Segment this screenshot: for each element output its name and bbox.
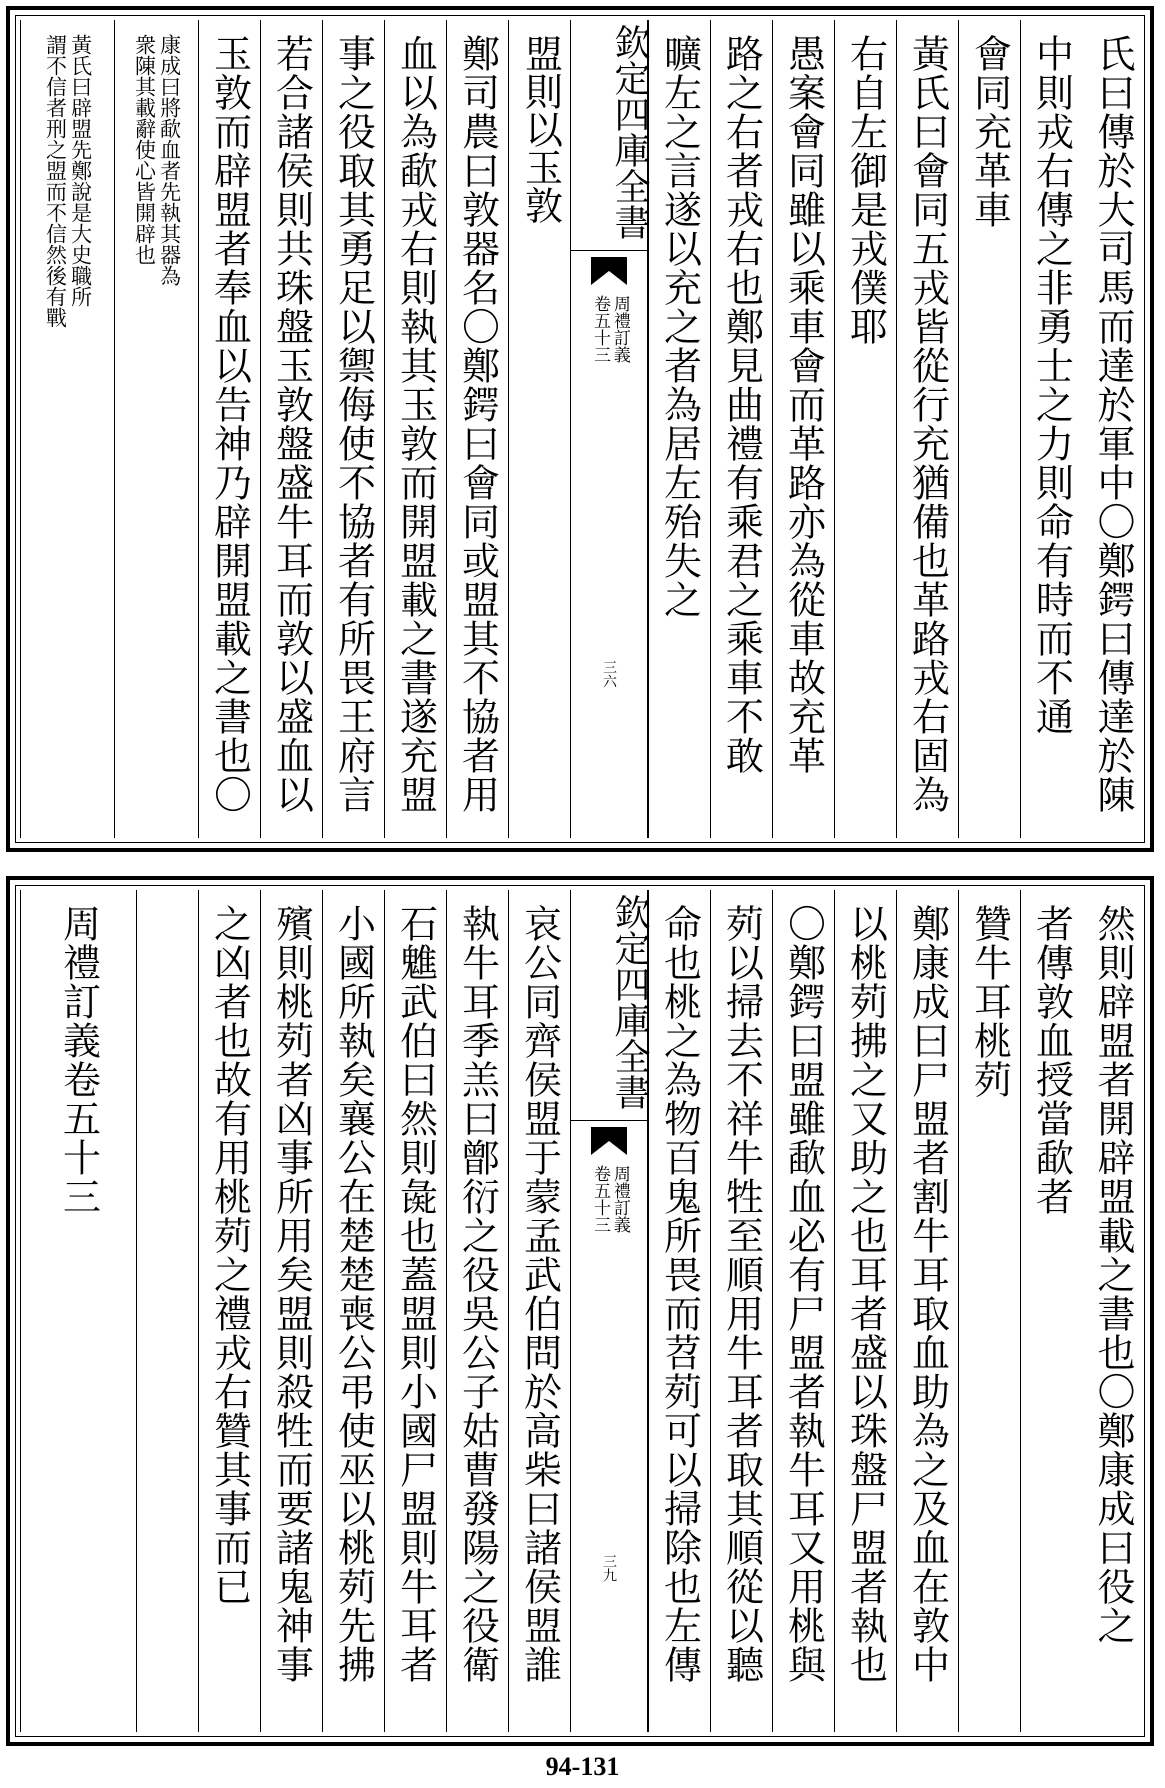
text-column [958, 20, 1020, 838]
column-text: 盟則以玉敦 [518, 34, 563, 224]
text-column [896, 890, 958, 1732]
text-column [322, 890, 384, 1732]
text-column [1082, 20, 1144, 838]
text-column [384, 20, 446, 838]
text-column [710, 20, 772, 838]
text-column [198, 20, 260, 838]
column-text: 會同充革車 [967, 34, 1012, 229]
text-column [1082, 890, 1144, 1732]
fishtail-mark-icon [591, 257, 627, 285]
column-text: 氏曰傳於大司馬而達於軍中〇鄭鍔曰傳達於陳 [1091, 34, 1135, 814]
column-text: 血以為歃戎右則執其玉敦而開盟載之書遂充盟 [393, 34, 438, 814]
text-column [834, 890, 896, 1732]
column-text: 以桃茢拂之又助之也耳者盛以珠盤尸盟者執也 [843, 904, 888, 1684]
column-text: 事之役取其勇足以禦侮使不協者有所畏王府言 [331, 34, 376, 814]
volume-number: 卷五十三 [590, 1165, 610, 1233]
column-text: 者傳敦血授當歃者 [1029, 904, 1074, 1216]
book-title-text: 欽定四庫全書 [609, 894, 650, 1110]
text-column [648, 20, 710, 838]
text-column [896, 20, 958, 838]
column-text: 〇鄭鍔曰盟雖歃血必有尸盟者執牛耳又用桃與 [781, 904, 826, 1684]
leaf-number: 三九 [601, 1554, 617, 1582]
commentary-small: 康成曰將歃血者先執其器為 [157, 34, 182, 286]
text-column [508, 20, 570, 838]
column-text: 右自左御是戎僕耶 [843, 34, 888, 346]
text-column [834, 20, 896, 838]
volume-title: 周禮訂義 [609, 1165, 630, 1233]
fishtail-mark-icon [591, 1127, 627, 1155]
column-text: 黃氏曰會同五戎皆從行充猶備也革路戎右固為 [905, 34, 950, 814]
text-column [260, 20, 322, 838]
center-fold [570, 890, 648, 1732]
text-column [136, 890, 198, 1732]
commentary-small: 黃氏曰辟盟先鄭說是大史職所 [68, 34, 93, 307]
column-text: 石魋武伯曰然則彘也蓋盟則小國尸盟則牛耳者 [393, 904, 438, 1684]
column-text: 茢以掃去不祥牛牲至順用牛耳者取其順從以聽 [719, 904, 764, 1684]
column-text: 殯則桃茢者凶事所用矣盟則殺牲而要諸鬼神事 [269, 904, 314, 1684]
text-column [384, 890, 446, 1732]
commentary-small: 衆陳其載辭使心皆開辟也 [132, 34, 157, 265]
column-text: 玉敦而辟盟者奉血以告神乃辟開盟載之書也〇 [207, 34, 252, 814]
text-column [446, 20, 508, 838]
book-title [571, 20, 650, 251]
column-text: 小國所執矣襄公在楚楚喪公弔使巫以桃茢先拂 [331, 904, 376, 1684]
text-column [648, 890, 710, 1732]
column-text: 曠左之言遂以充之者為居左殆失之 [657, 34, 702, 619]
text-column [322, 20, 384, 838]
text-column [20, 20, 114, 838]
volume-title: 周禮訂義 [609, 295, 630, 363]
center-fold [570, 20, 648, 838]
column-text: 哀公同齊侯盟于蒙孟武伯問於高柴曰諸侯盟誰 [517, 904, 562, 1684]
column-text: 鄭司農曰敦器名〇鄭鍔曰會同或盟其不協者用 [455, 34, 500, 814]
book-title-text: 欽定四庫全書 [609, 24, 650, 240]
upper-page-frame [6, 6, 1154, 852]
column-text: 路之右者戎右也鄭見曲禮有乘君之乘車不敢 [719, 34, 764, 775]
text-column [958, 890, 1020, 1732]
column-text: 贊牛耳桃茢 [967, 904, 1012, 1099]
column-text: 中則戎右傳之非勇士之力則命有時而不通 [1029, 34, 1074, 736]
commentary-small: 謂不信者刑之盟而不信然後有戰 [43, 34, 68, 328]
column-text: 愚案會同雖以乘車會而革路亦為從車故充革 [781, 34, 826, 775]
column-text: 鄭康成曰尸盟者割牛耳取血助為之及血在敦中 [905, 904, 950, 1684]
text-column [20, 890, 136, 1732]
leaf-number: 三六 [601, 660, 617, 688]
text-column [446, 890, 508, 1732]
text-column [710, 890, 772, 1732]
text-column [198, 890, 260, 1732]
text-column [1020, 890, 1082, 1732]
text-column [508, 890, 570, 1732]
text-column [772, 20, 834, 838]
volume-label [590, 295, 628, 363]
text-column [260, 890, 322, 1732]
text-column [1020, 20, 1082, 838]
page-number: 94-131 [545, 1752, 620, 1781]
lower-page-frame [6, 876, 1154, 1746]
volume-label [590, 1165, 628, 1233]
column-text: 然則辟盟者開辟盟載之書也〇鄭康成曰役之 [1091, 904, 1135, 1645]
text-column [114, 20, 198, 838]
text-column [772, 890, 834, 1732]
volume-number: 卷五十三 [590, 295, 610, 363]
column-text: 若合諸侯則共珠盤玉敦盤盛牛耳而敦以盛血以 [269, 34, 314, 814]
column-text: 執牛耳季羔曰鄫衍之役吳公子姑曹發陽之役衛 [455, 904, 500, 1684]
chapter-end-title: 周禮訂義卷五十三 [56, 904, 101, 1216]
column-text: 之凶者也故有用桃茢之禮戎右贊其事而已 [207, 904, 252, 1606]
column-text: 命也桃之為物百鬼所畏而苕茢可以掃除也左傳 [657, 904, 702, 1684]
book-title [571, 890, 650, 1121]
